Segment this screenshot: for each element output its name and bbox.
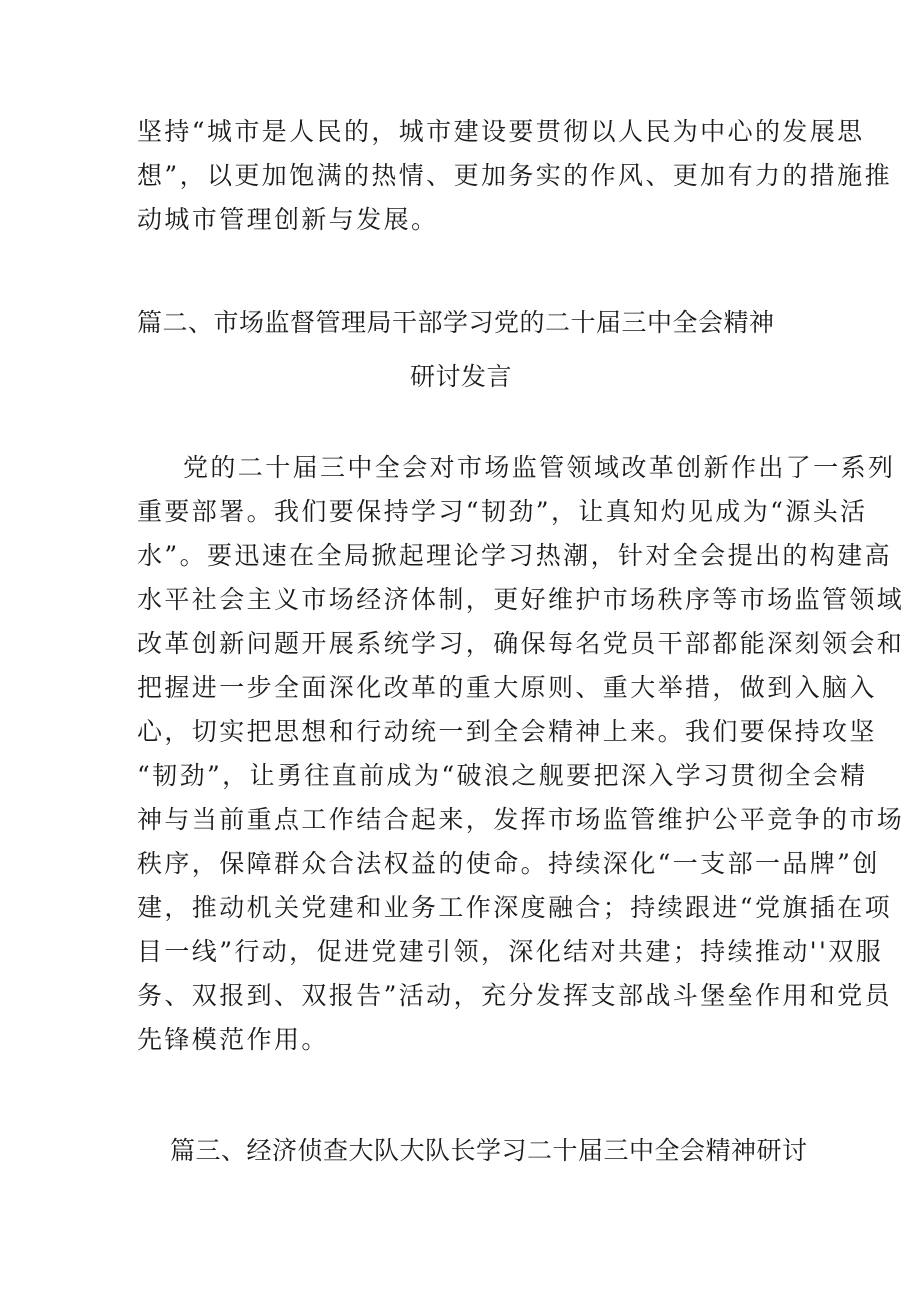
paragraph-line: 秩序，保障群众合法权益的使命。持续深化“一支部一品牌”创 <box>137 849 880 878</box>
paragraph-line: 心，切实把思想和行动统一到全会精神上来。我们要保持攻坚 <box>137 717 877 746</box>
paragraph-line: 党的二十届三中全会对市场监管领域改革创新作出了一系列 <box>183 453 896 482</box>
paragraph-line: 神与当前重点工作结合起来，发挥市场监管维护公平竞争的市场 <box>137 805 905 834</box>
paragraph-line: 水平社会主义市场经济体制，更好维护市场秩序等市场监管领域 <box>137 585 905 614</box>
paragraph-line: 务、双报到、双报告”活动，充分发挥支部战斗堡垒作用和党员 <box>137 981 892 1010</box>
section-title: 篇二、市场监督管理局干部学习党的二十届三中全会精神 <box>137 308 775 337</box>
section-title-continued: 研讨发言 <box>410 362 513 391</box>
section-title: 篇三、经济侦查大队大队长学习二十届三中全会精神研讨 <box>170 1136 808 1165</box>
paragraph-line: 坚持“城市是人民的，城市建设要贯彻以人民为中心的发展思 <box>137 117 865 146</box>
paragraph-line: 重要部署。我们要保持学习“韧劲”，让真知灼见成为“源头活 <box>137 497 868 526</box>
paragraph-line: 把握进一步全面深化改革的重大原则、重大举措，做到入脑入 <box>137 673 877 702</box>
paragraph-line: 动城市管理创新与发展。 <box>137 205 439 234</box>
paragraph-line: 先锋模范作用。 <box>137 1025 329 1054</box>
paragraph-line: “韧劲”，让勇往直前成为“破浪之舰要把深入学习贯彻全会精 <box>137 761 868 790</box>
paragraph-line: 目一线”行动，促进党建引领，深化结对共建；持续推动''双服 <box>137 937 884 966</box>
paragraph-line: 改革创新问题开展系统学习，确保每名党员干部都能深刻领会和 <box>137 629 905 658</box>
paragraph-line: 建，推动机关党建和业务工作深度融合；持续跟进“党旗插在项 <box>137 893 892 922</box>
paragraph-line: 水”。要迅速在全局掀起理论学习热潮，针对全会提出的构建高 <box>137 541 892 570</box>
paragraph-line: 想”，以更加饱满的热情、更加务实的作风、更加有力的措施推 <box>137 161 892 190</box>
